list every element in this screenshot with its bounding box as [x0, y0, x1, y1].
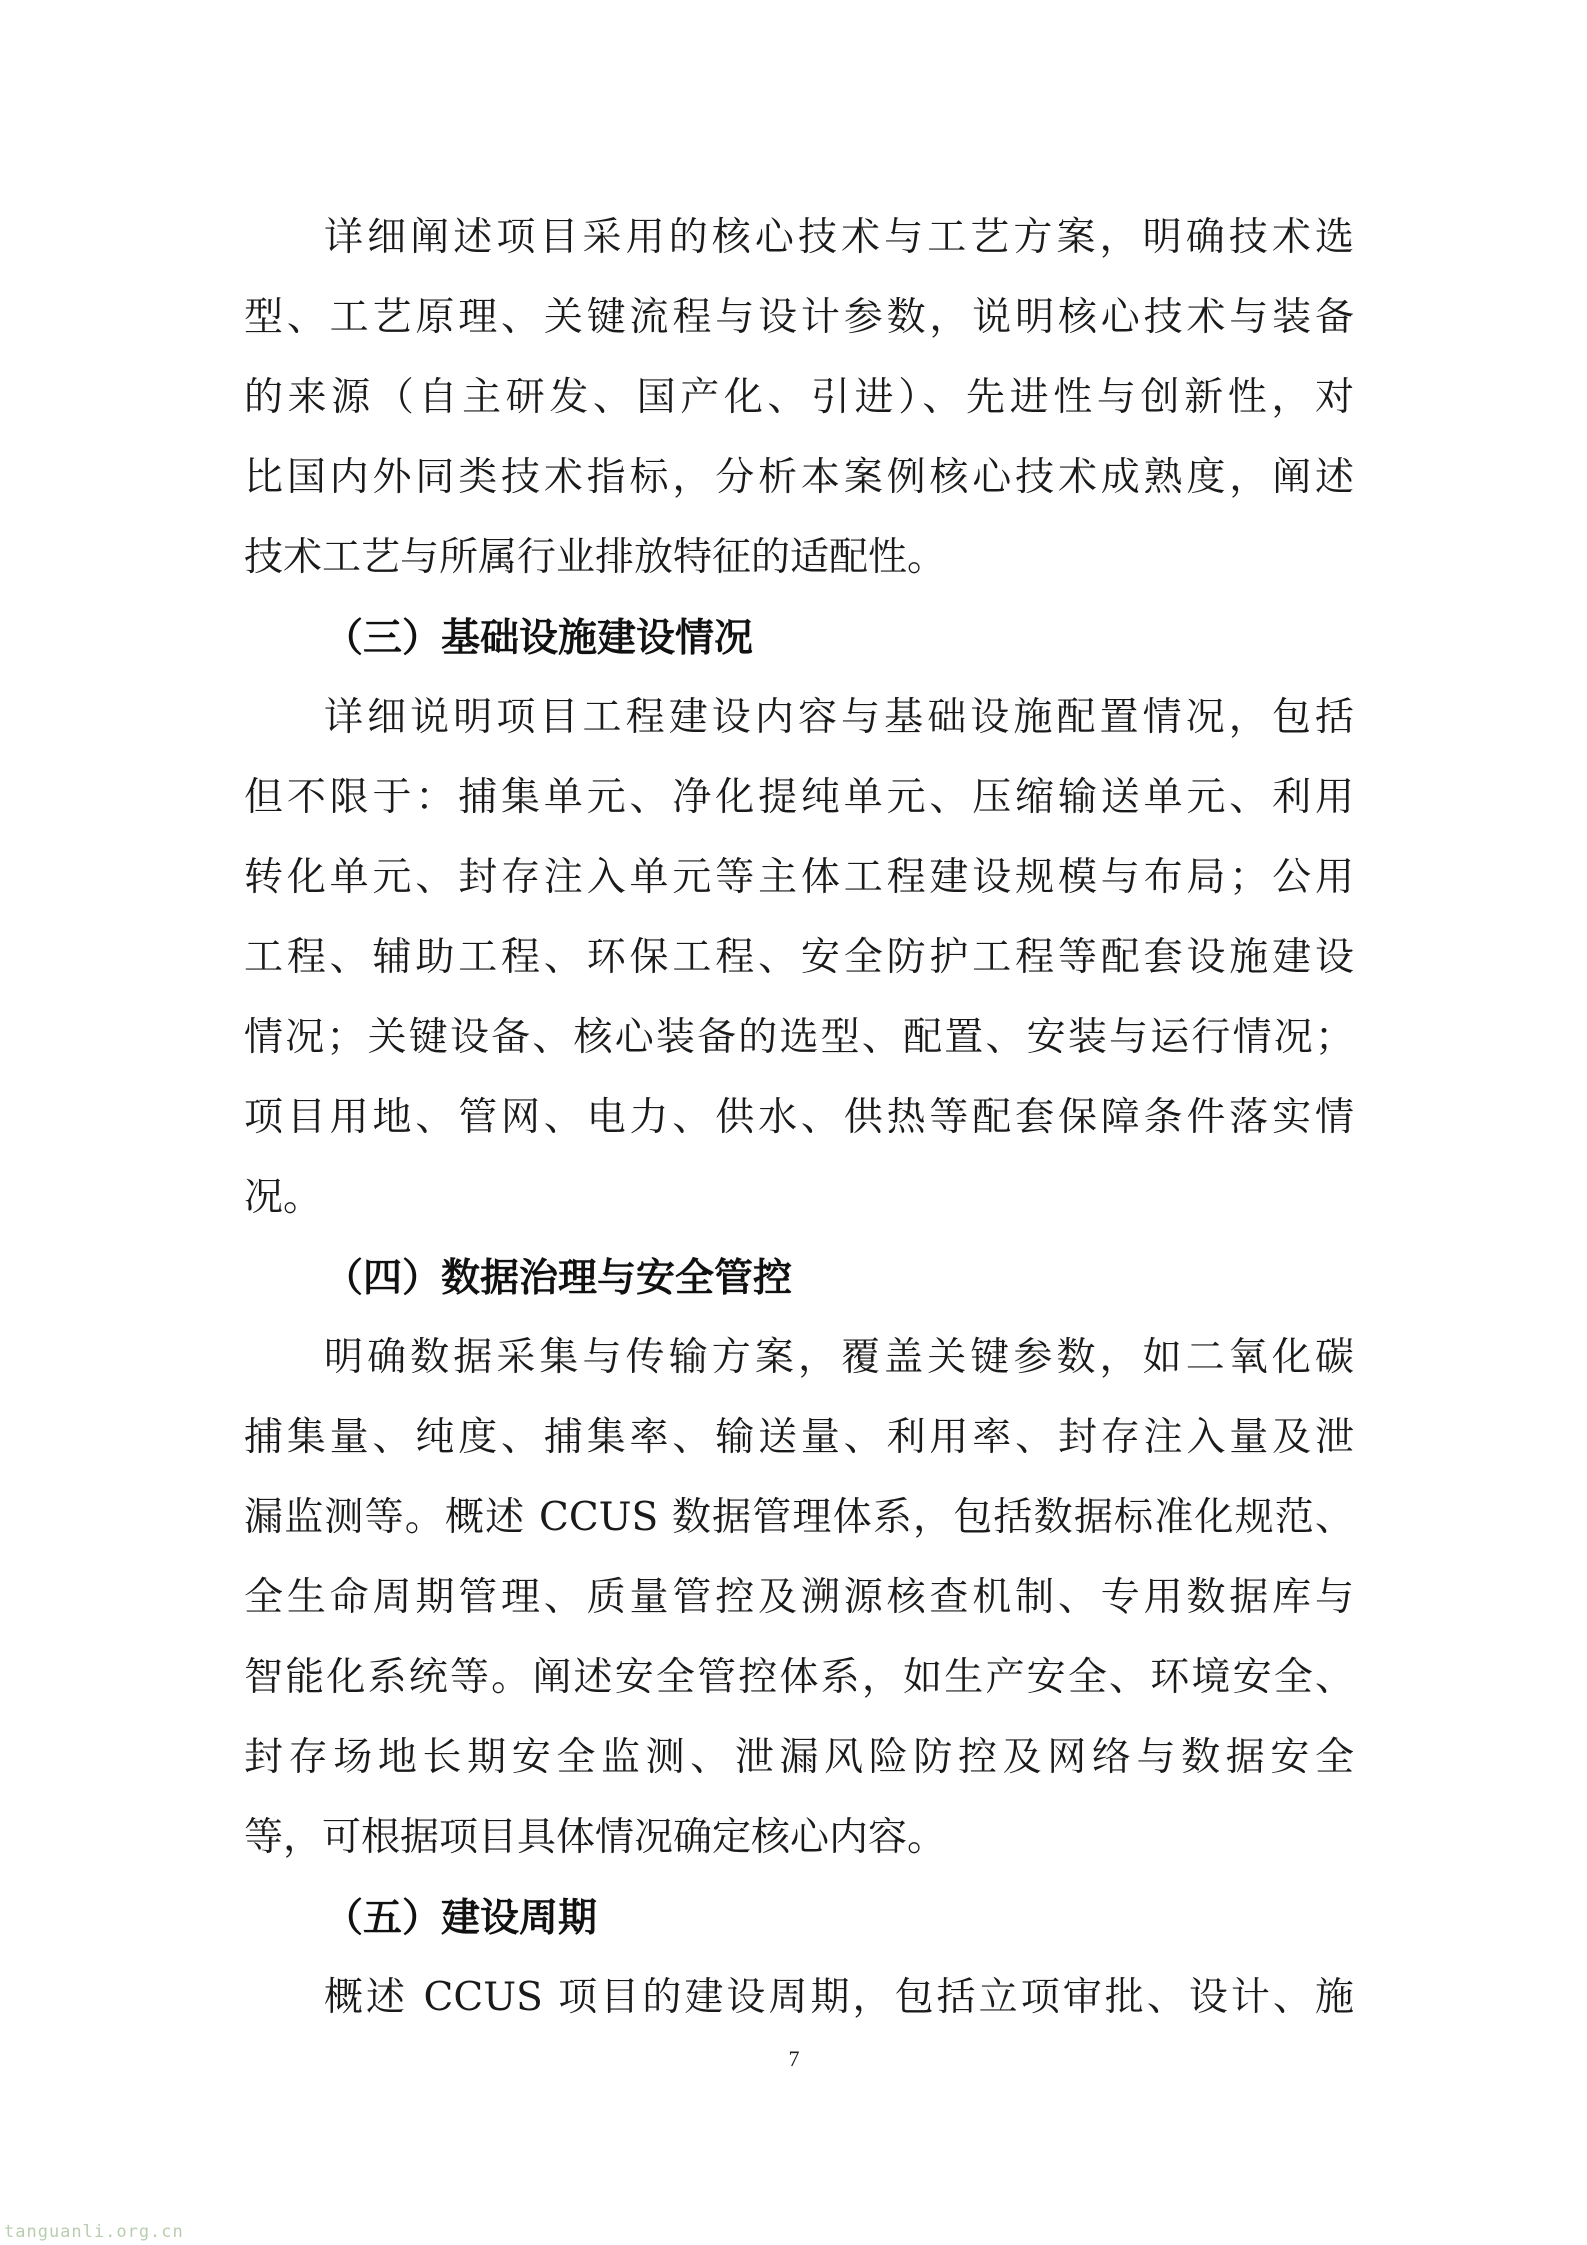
section-heading: （五）建设周期: [324, 1895, 598, 1941]
paragraph-line: 转化单元、封存注入单元等主体工程建设规模与布局；公用: [244, 855, 1354, 900]
paragraph-line: 型、工艺原理、关键流程与设计参数，说明核心技术与装备: [244, 295, 1354, 340]
paragraph-line: 智能化系统等。阐述安全管控体系，如生产安全、环境安全、: [244, 1655, 1354, 1700]
paragraph-line: 工程、辅助工程、环保工程、安全防护工程等配套设施建设: [244, 935, 1354, 980]
paragraph-line: 的来源（自主研发、国产化、引进）、先进性与创新性，对: [244, 375, 1354, 420]
paragraph-line: 详细说明项目工程建设内容与基础设施配置情况，包括: [324, 695, 1354, 740]
paragraph-line: 全生命周期管理、质量管控及溯源核查机制、专用数据库与: [244, 1575, 1354, 1620]
section-heading: （三）基础设施建设情况: [324, 615, 754, 661]
paragraph-line: 等，可根据项目具体情况确定核心内容。: [244, 1815, 947, 1860]
watermark: tanguanli.org.cn: [4, 2222, 184, 2242]
page-number: 7: [788, 2046, 800, 2071]
paragraph-line: 比国内外同类技术指标，分析本案例核心技术成熟度，阐述: [244, 455, 1354, 500]
paragraph-line: 情况；关键设备、核心装备的选型、配置、安装与运行情况；: [244, 1015, 1354, 1060]
section-heading: （四）数据治理与安全管控: [324, 1255, 793, 1301]
paragraph-line: 况。: [244, 1175, 323, 1220]
paragraph-line: 漏监测等。概述 CCUS 数据管理体系，包括数据标准化规范、: [244, 1495, 1354, 1540]
paragraph-line: 技术工艺与所属行业排放特征的适配性。: [244, 535, 947, 580]
paragraph-line: 捕集量、纯度、捕集率、输送量、利用率、封存注入量及泄: [244, 1415, 1354, 1460]
paragraph-line: 项目用地、管网、电力、供水、供热等配套保障条件落实情: [244, 1095, 1354, 1140]
paragraph-line: 明确数据采集与传输方案，覆盖关键参数，如二氧化碳: [324, 1335, 1354, 1380]
paragraph-line: 详细阐述项目采用的核心技术与工艺方案，明确技术选: [324, 215, 1354, 260]
paragraph-line: 概述 CCUS 项目的建设周期，包括立项审批、设计、施: [324, 1975, 1354, 2020]
paragraph-line: 但不限于：捕集单元、净化提纯单元、压缩输送单元、利用: [244, 775, 1354, 820]
paragraph-line: 封存场地长期安全监测、泄漏风险防控及网络与数据安全: [244, 1735, 1354, 1780]
